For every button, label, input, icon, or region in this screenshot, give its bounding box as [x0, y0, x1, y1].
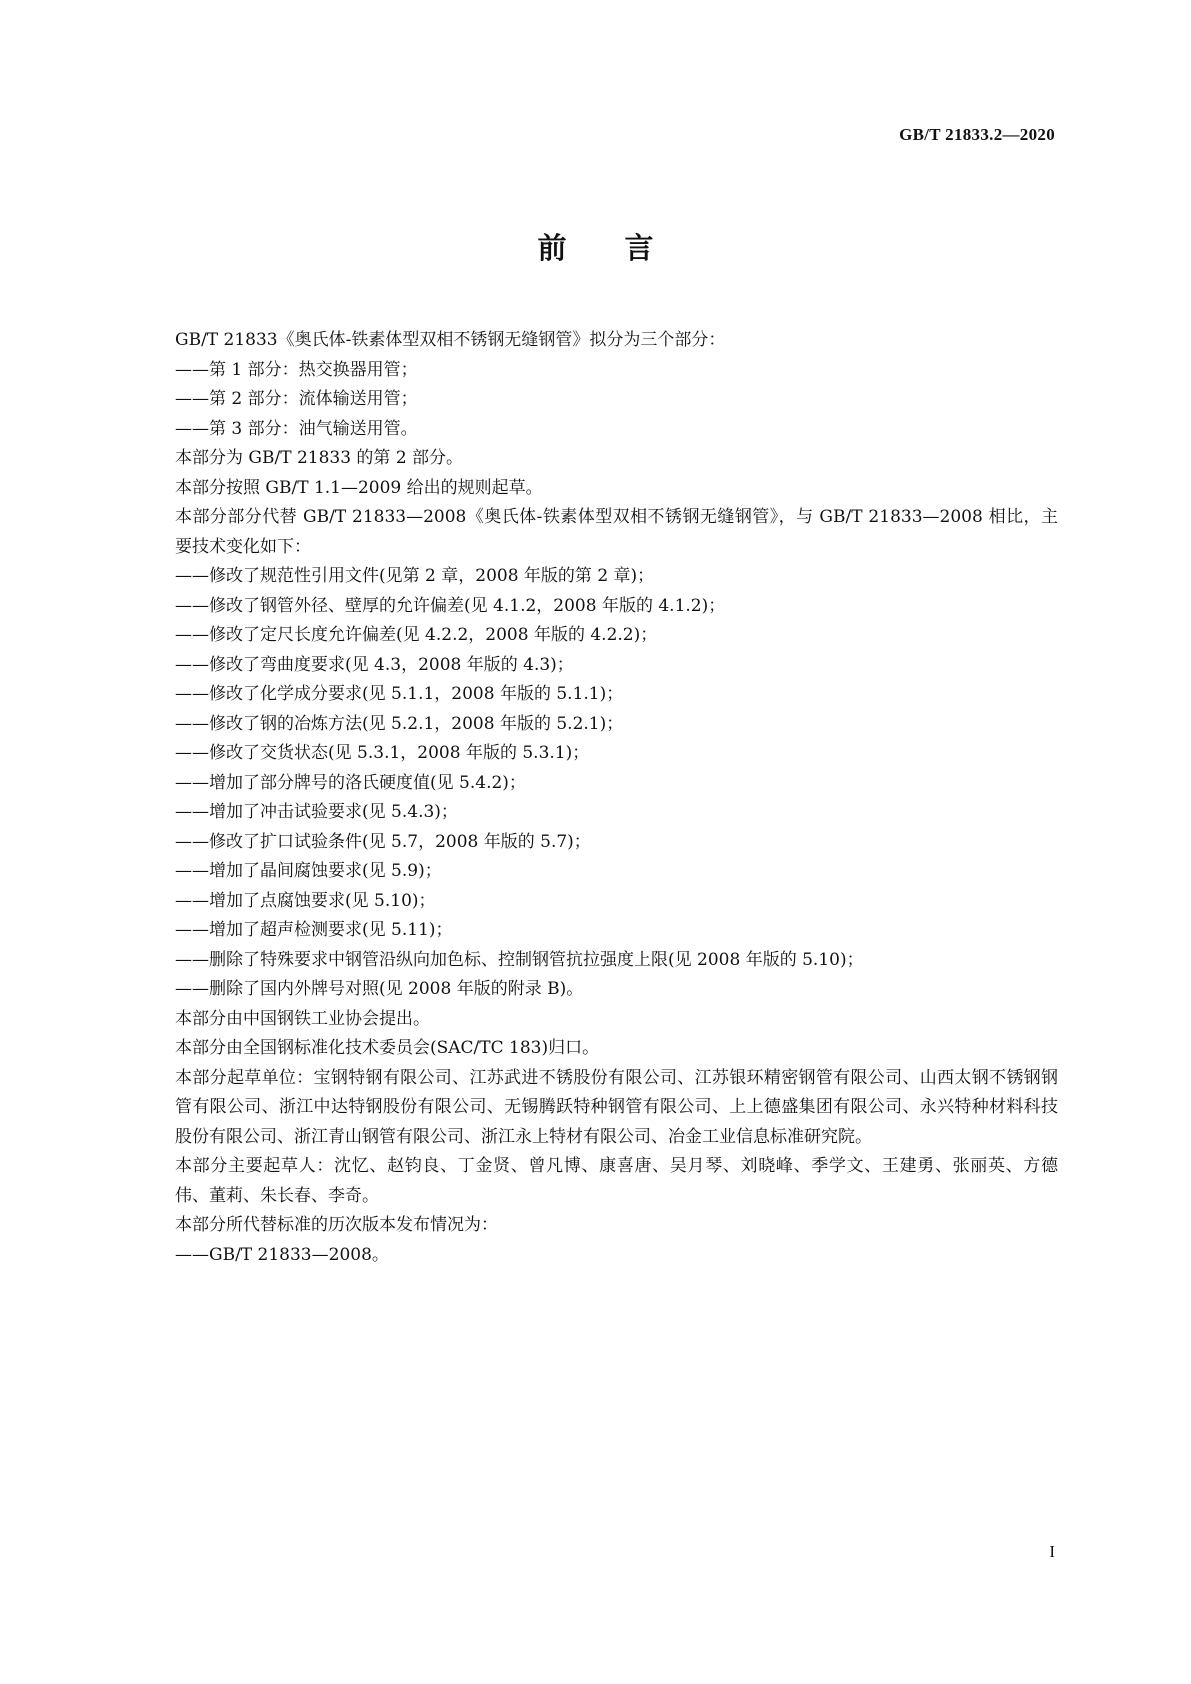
change-item: ——删除了特殊要求中钢管沿纵向加色标、控制钢管抗拉强度上限(见 2008 年版的 5.10)； [175, 949, 864, 970]
paragraph-drafting-units: 本部分起草单位：宝钢特钢有限公司、江苏武进不锈股份有限公司、江苏银环精密钢管有限公司、山西太钢不锈钢钢管有限公司、浙江中达特钢股份有限公司、无锡腾跃特种钢管有限公司、上上德盛集团有限公司、永兴特种材料科技股份有限公司、浙江青山钢管有限公司、浙江永上特材有限公司、冶金工业信息标准研究院。 [175, 1067, 1058, 1147]
change-item: ——增加了超声检测要求(见 5.11)； [175, 920, 453, 940]
history-item: ——GB/T 21833—2008。 [175, 1244, 389, 1265]
change-item: ——修改了交货状态(见 5.3.1，2008 年版的 5.3.1)； [175, 743, 590, 763]
page-title: 前 言 [537, 231, 654, 265]
list-item-part-1: ——第 1 部分：热交换器用管； [175, 359, 418, 380]
change-item: ——修改了弯曲度要求(见 4.3，2008 年版的 4.3)； [175, 654, 574, 675]
change-item: ——修改了化学成分要求(见 5.1.1，2008 年版的 5.1.1)； [175, 684, 624, 704]
change-item: ——修改了定尺长度允许偏差(见 4.2.2，2008 年版的 4.2.2)； [175, 625, 658, 645]
paragraph-drafters: 本部分主要起草人：沈忆、赵钧良、丁金贤、曾凡博、康喜唐、吴月琴、刘晓峰、季学文、王建勇、张丽英、方德伟、董莉、朱长春、李奇。 [175, 1156, 1058, 1206]
standard-code: GB/T 21833.2—2020 [899, 125, 1055, 144]
change-item: ——增加了晶间腐蚀要求(见 5.9)； [175, 861, 442, 881]
page-number: I [1049, 1542, 1055, 1561]
change-item: ——删除了国内外牌号对照(见 2008 年版的附录 B)。 [175, 979, 584, 999]
change-item: ——修改了钢的冶炼方法(见 5.2.1，2008 年版的 5.2.1)； [175, 713, 624, 734]
change-item: ——增加了部分牌号的洛氏硬度值(见 5.4.2)； [175, 772, 526, 793]
list-item-part-2: ——第 2 部分：流体输送用管； [175, 389, 418, 409]
paragraph-administered-by: 本部分由全国钢标准化技术委员会(SAC/TC 183)归口。 [175, 1038, 600, 1058]
paragraph-replaces: 本部分部分代替 GB/T 21833—2008《奥氏体-铁素体型双相不锈钢无缝钢管》，与 GB/T 21833—2008 相比，主要技术变化如下： [175, 507, 1058, 557]
change-item: ——修改了规范性引用文件(见第 2 章，2008 年版的第 2 章)； [175, 566, 655, 586]
list-item-part-3: ——第 3 部分：油气输送用管。 [175, 418, 418, 439]
change-item: ——增加了冲击试验要求(见 5.4.3)； [175, 802, 458, 822]
paragraph-intro: GB/T 21833《奥氏体-铁素体型双相不锈钢无缝钢管》拟分为三个部分： [175, 330, 726, 350]
change-item: ——增加了点腐蚀要求(见 5.10)； [175, 890, 436, 911]
change-item: ——修改了扩口试验条件(见 5.7，2008 年版的 5.7)； [175, 831, 591, 852]
paragraph-proposed-by: 本部分由中国钢铁工业协会提出。 [175, 1008, 430, 1029]
paragraph-history: 本部分所代替标准的历次版本发布情况为： [175, 1215, 498, 1235]
change-item: ——修改了钢管外径、壁厚的允许偏差(见 4.1.2，2008 年版的 4.1.2)； [175, 595, 726, 616]
paragraph-drafting-rules: 本部分按照 GB/T 1.1—2009 给出的规则起草。 [175, 477, 543, 498]
foreword-body [136, 326, 1058, 1270]
paragraph-this-part: 本部分为 GB/T 21833 的第 2 部分。 [175, 448, 464, 468]
